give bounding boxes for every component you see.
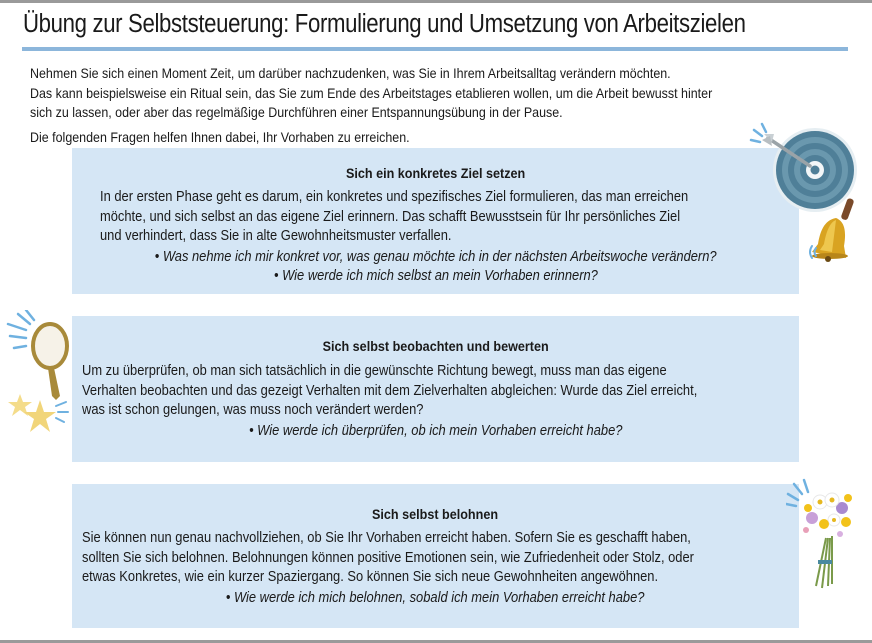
section-question: • Wie werde ich überprüfen, ob ich mein Vorhaben erreicht habe? [248, 423, 623, 439]
section-self-observation [72, 316, 799, 462]
section-heading: Sich selbst belohnen [372, 506, 499, 522]
section-goal-setting [72, 148, 799, 294]
section-body: Sie können nun genau nachvollziehen, ob Sie Ihr Vorhaben erreicht haben. Sofern Sie es geschafft haben, sollten Sie sich belohnen. Belohnungen können positive Emotionen sein, wie Zufriedenheit oder Stolz, oder etwas Konkretes, wie ein kurzer Spaziergang. So können Sie sich neue Gewohnheiten angewöhnen. [82, 530, 694, 585]
stars-icon [6, 390, 70, 442]
intro-followup: Die folgenden Fragen helfen Ihnen dabei, Ihr Vorhaben zu erreichen. [30, 128, 410, 145]
section-question: • Was nehme ich mir konkret vor, was genau möchte ich in der nächsten Arbeitswoche verändern? [154, 249, 717, 265]
section-body: Um zu überprüfen, ob man sich tatsächlich in die gewünschte Richtung bewegt, muss man das eigene Verhalten beobachten und das gezeigt Verhalten mit dem Zielverhalten abgleichen: Wurde das Ziel erreicht, was ist schon gelungen, was muss noch verändert werden? [82, 363, 698, 418]
frame-top-border [0, 0, 872, 3]
title-underline [22, 47, 848, 51]
intro-line: Nehmen Sie sich einen Moment Zeit, um darüber nachzudenken, was Sie in Ihrem Arbeitsalltag verändern möchten. [30, 65, 671, 81]
flower-bouquet-icon [786, 478, 866, 590]
intro-text [30, 64, 858, 147]
bell-icon [806, 196, 866, 266]
section-heading: Sich selbst beobachten und bewerten [322, 338, 549, 354]
section-self-reward [72, 484, 799, 628]
hand-mirror-icon [4, 310, 76, 402]
section-heading: Sich ein konkretes Ziel setzen [345, 165, 526, 181]
intro-line: Das kann beispielsweise ein Ritual sein, das Sie zum Ende des Arbeitstages etablieren wollen, um die Arbeit bewusst hinter [30, 84, 713, 101]
section-question: • Wie werde ich mich selbst an mein Vorhaben erinnern? [273, 268, 598, 284]
intro-line: sich zu lassen, oder aber das regelmäßige Durchführen einer Entspannungsübung in der Pause. [30, 104, 563, 120]
page-title: Übung zur Selbststeuerung: Formulierung und Umsetzung von Arbeitszielen [23, 10, 746, 38]
section-body: In der ersten Phase geht es darum, ein konkretes und spezifisches Ziel formulieren, das man erreichen möchte, und sich selbst an das eigene Ziel erinnern. Das schafft Bewusstsein für Ihr persönliches Ziel und verhindert, dass Sie in alte Gewohnheitsmuster verfallen. [100, 189, 689, 244]
section-question: • Wie werde ich mich belohnen, sobald ich mein Vorhaben erreicht habe? [226, 590, 645, 606]
